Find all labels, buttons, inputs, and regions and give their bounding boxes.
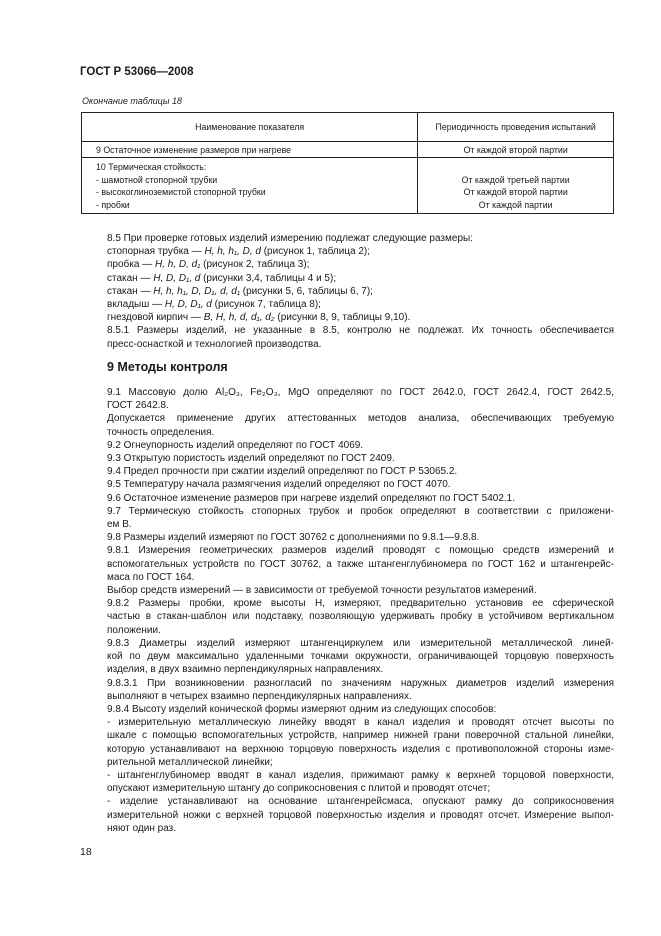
text-line: 9.8.1 Измерения геометрических размеров изделий проводят с помощью средств измерений и	[107, 545, 614, 557]
dimension-item	[80, 298, 614, 311]
text-line: частью в стакан-шаблон или подставку, позволяющую удерживать пробку в устойчивом вертикальном	[107, 611, 614, 623]
paragraph	[80, 597, 614, 637]
text-line: 9.3 Открытую пористость изделий определяют по ГОСТ 2409.	[107, 453, 395, 465]
document-body	[80, 232, 614, 835]
text-line: ем В.	[107, 519, 132, 531]
dimension-item-name: пробка —	[107, 259, 155, 271]
row10-item-value: От каждой второй партии	[463, 187, 568, 198]
paragraph	[80, 769, 614, 795]
dimension-item-dims: H, h, h₁, D, D₁, d, d₁	[153, 285, 240, 297]
paragraph	[80, 492, 614, 505]
dimension-item-name: вкладыш —	[107, 299, 165, 311]
dimension-item-ref: (рисунок 2, таблица 3);	[200, 259, 310, 271]
dimension-item-ref: (рисунок 1, таблица 2);	[260, 246, 371, 258]
paragraph	[80, 412, 614, 438]
dimension-item-name: стакан —	[107, 285, 154, 297]
text-line: 9.8.2 Размеры пробки, кроме высоты H, измеряют, предварительно установив ее сферической	[107, 598, 614, 610]
row9-value: От каждой второй партии	[418, 142, 614, 158]
table-row	[82, 158, 614, 214]
dimension-item-dims: B, H, h, d, d₁, d₂	[203, 312, 275, 324]
text-line: 9.8.3 Диаметры изделий измеряют штангенциркулем или измерительной металлической линей-	[107, 637, 614, 649]
text-line: 9.4 Предел прочности при сжатии изделий определяют по ГОСТ Р 53065.2.	[107, 466, 458, 478]
text-line: 9.2 Огнеупорность изделий определяют по ГОСТ 4069.	[107, 439, 364, 451]
section-9-body	[80, 386, 614, 835]
dimension-item-dims: H, h, D, d₁	[154, 259, 201, 271]
dimension-item	[80, 285, 614, 298]
text-line: - изделие устанавливают на основание штангенрейсмаса, опускают рамку до соприкосновения	[107, 796, 614, 808]
text-line: маса по ГОСТ 164.	[107, 571, 195, 583]
text-line: опускают измерительную штангу до соприкосновения с плитой и проводят отсчет;	[107, 783, 491, 795]
row9-name: 9 Остаточное изменение размеров при нагреве	[82, 142, 418, 158]
text-line: 9.8.4 Высоту изделий конической формы измеряют одним из следующих способов:	[107, 703, 497, 715]
paragraph	[80, 677, 614, 703]
row10-names	[82, 158, 418, 214]
paragraph	[80, 637, 614, 677]
dimension-item-ref: (рисунки 3,4, таблицы 4 и 5);	[200, 272, 337, 284]
paragraph	[80, 716, 614, 769]
dimension-item	[80, 272, 614, 285]
text-line: измерительной ножки с верхней торцовой поверхностью изделия и проводят отсчет. Измерение выпол-	[107, 809, 614, 821]
dimension-list	[80, 245, 614, 324]
page-number: 18	[80, 846, 92, 858]
dimension-item-name: гнездовой кирпич —	[107, 312, 204, 324]
text-line: шкале с помощью вспомогательных устройств, например нижней грани поверочной стальной линейки,	[107, 730, 614, 742]
row10-values	[418, 158, 614, 214]
paragraph	[80, 465, 614, 478]
text-line: Допускается применение других аттестованных методов анализа, обеспечивающих требуемую	[107, 413, 614, 425]
text-line: 9.6 Остаточное изменение размеров при нагреве изделий определяют по ГОСТ 5402.1.	[107, 492, 515, 504]
dimension-item-dims: H, D, D₁, d	[164, 299, 212, 311]
text-line: Выбор средств измерений — в зависимости от требуемой точности результатов измерений.	[107, 585, 537, 597]
paragraph	[80, 795, 614, 835]
paragraph	[80, 386, 614, 412]
row10-title: 10 Термическая стойкость:	[96, 162, 207, 172]
dimension-item	[80, 258, 614, 271]
text-line: 9.5 Температуру начала размягчения изделий определяют по ГОСТ 4070.	[107, 479, 451, 491]
text-line: пресс-оснасткой и технологией производства.	[107, 338, 322, 350]
text-line: положении.	[107, 624, 161, 636]
text-line: 9.1 Массовую долю Al₂O₃, Fe₂O₃, MgO определяют по ГОСТ 2642.0, ГОСТ 2642.4, ГОСТ 2642.5,	[107, 387, 614, 399]
paragraph	[80, 439, 614, 452]
row10-item-value: От каждой третьей партии	[461, 174, 570, 185]
paragraph	[80, 703, 614, 716]
col-header-frequency: Периодичность проведения испытаний	[418, 113, 614, 142]
paragraph-8-5: 8.5 При проверке готовых изделий измерению подлежат следующие размеры:	[107, 233, 473, 244]
col-header-indicator: Наименование показателя	[82, 113, 418, 142]
dimension-item-name: стопорная трубка —	[107, 246, 205, 258]
dimension-item	[80, 245, 614, 258]
paragraph	[80, 544, 614, 584]
dimension-item	[80, 311, 614, 324]
indicators-table	[81, 112, 614, 214]
dimension-item-name: стакан —	[107, 272, 154, 284]
table-caption: Окончание таблицы 18	[82, 96, 182, 106]
text-line: кой по двум максимально удаленными точками окружности, ограничивающей торцовую поверхность	[107, 651, 614, 663]
text-line: изделия, в двух взаимно перпендикулярных направлениях.	[107, 664, 384, 676]
table-row	[82, 142, 614, 158]
paragraph	[80, 505, 614, 531]
dimension-item-ref: (рисунки 5, 6, таблицы 6, 7);	[239, 285, 373, 297]
text-line: ГОСТ 2642.8.	[107, 400, 169, 412]
dimension-item-ref: (рисунки 8, 9, таблицы 9,10).	[274, 312, 411, 324]
table-header-row	[82, 113, 614, 142]
dimension-item-dims: H, h, h₁, D, d	[204, 246, 261, 258]
text-line: - штангенглубиномер вводят в канал изделия, прижимают рамку к верхней торцовой поверхности,	[107, 769, 614, 781]
text-line: - измерительную металлическую линейку вводят в канал изделия и проводят отсчет высоты по	[107, 717, 614, 729]
text-line: рительной металлической линейки;	[107, 756, 273, 768]
text-line: 9.8 Размеры изделий измеряют по ГОСТ 30762 с дополнениями по 9.8.1—9.8.8.	[107, 532, 480, 544]
text-line: которую устанавливают на верхнюю торцовую поверхность изделия с противоположной стороны изме-	[107, 743, 614, 755]
text-line: 9.7 Термическую стойкость стопорных трубок и пробок определяют в соответствии с приложени-	[107, 505, 614, 517]
paragraph	[80, 452, 614, 465]
paragraph	[80, 478, 614, 491]
dimension-item-dims: H, D, D₁, d	[153, 272, 201, 284]
row10-item-name: - шамотной стопорной трубки	[96, 174, 218, 185]
row10-item-name: - пробки	[96, 199, 130, 210]
text-line: 9.8.3.1 При возникновении разногласий по значениям наружных диаметров изделий измерения	[107, 677, 614, 689]
text-line: выполняют в четырех взаимно перпендикулярных направлениях.	[107, 690, 412, 702]
text-line: вспомогательных устройств по ГОСТ 30762, а также штангенглубиномера по ГОСТ 162 и штангенрейс-	[107, 558, 614, 570]
dimension-item-ref: (рисунок 7, таблица 8);	[211, 299, 321, 311]
section-title: 9 Методы контроля	[107, 359, 228, 374]
paragraph	[80, 531, 614, 544]
text-line: 8.5.1 Размеры изделий, не указанные в 8.5, контролю не подлежат. Их точность обеспечивается	[107, 325, 614, 337]
paragraph	[80, 584, 614, 597]
document-header: ГОСТ Р 53066—2008	[80, 66, 194, 78]
row10-item-name: - высокоглиноземистой стопорной трубки	[96, 187, 266, 198]
paragraph-8-5-1	[80, 324, 614, 350]
row10-item-value: От каждой партии	[478, 199, 553, 210]
text-line: точность определения.	[107, 426, 215, 438]
text-line: няют один раз.	[107, 822, 177, 834]
